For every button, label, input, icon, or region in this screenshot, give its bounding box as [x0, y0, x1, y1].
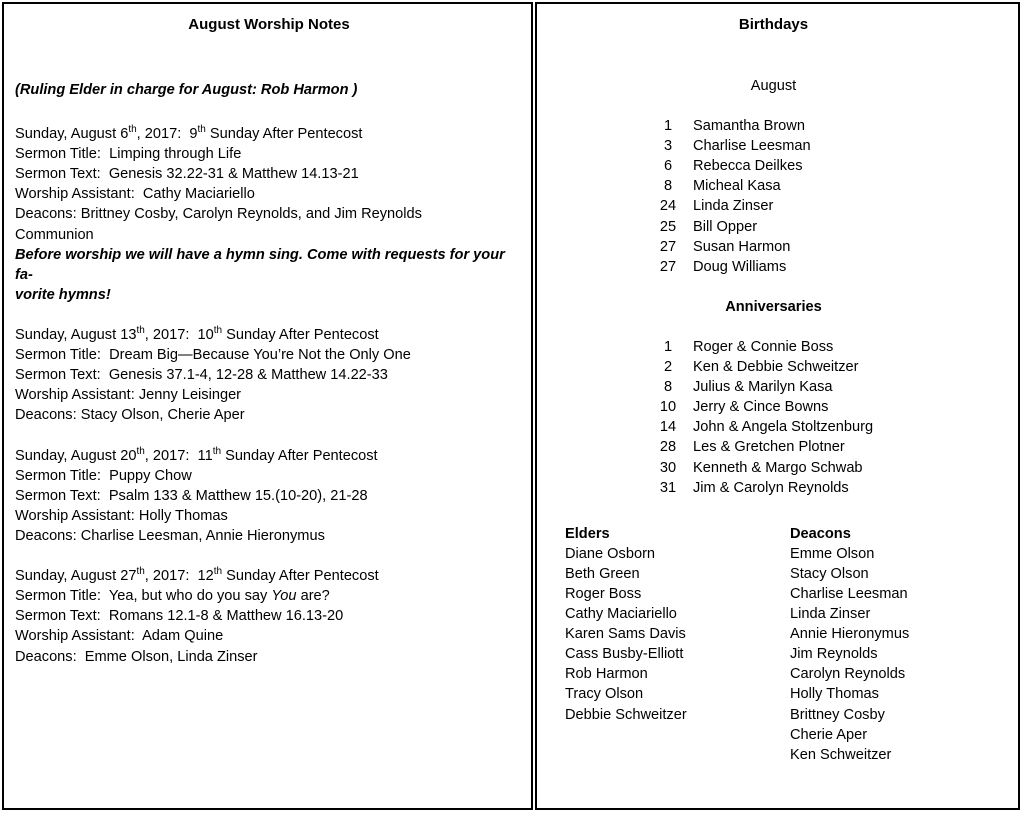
deacon-name: Annie Hieronymus: [790, 626, 910, 643]
deacon-name: Brittney Cosby: [790, 706, 885, 723]
day-number: 25: [659, 218, 677, 235]
anniversary-row: [655, 437, 1010, 457]
day-number: 1: [663, 338, 673, 355]
day-number: 6: [663, 158, 673, 175]
service-line: Deacons: Charlise Leesman, Annie Hieronymus: [15, 527, 325, 544]
person-name: Bill Opper: [693, 218, 758, 235]
worship-notes-panel: [2, 2, 533, 810]
elder-name: Cass Busby-Elliott: [565, 646, 684, 663]
service-block: [15, 566, 523, 666]
service-line: Worship Assistant: Holly Thomas: [15, 507, 228, 524]
birthday-row: [655, 116, 1010, 136]
person-name: Rebecca Deilkes: [693, 158, 803, 175]
service-line: Sermon Text: Genesis 32.22-31 & Matthew 14.13-21: [15, 166, 359, 183]
deacon-name: Holly Thomas: [790, 686, 879, 703]
person-name: Jerry & Cince Bowns: [693, 399, 829, 416]
birthday-row: [655, 136, 1010, 156]
birthdays-panel: [535, 2, 1020, 810]
day-number: 10: [659, 399, 677, 416]
day-number: 2: [663, 359, 673, 376]
elders-heading: Elders: [565, 525, 610, 542]
service-block: [15, 325, 523, 425]
service-line: Sunday, August 13th, 2017: 10th Sunday After Pentecost: [15, 325, 379, 344]
person-name: Samantha Brown: [693, 118, 805, 135]
day-number: 8: [663, 379, 673, 396]
person-name: Charlise Leesman: [693, 138, 811, 155]
service-block: [15, 124, 523, 305]
worship-notes-content: [4, 4, 531, 667]
day-number: 28: [659, 439, 677, 456]
deacon-name: Emme Olson: [790, 545, 875, 562]
ruling-elder-note: (Ruling Elder in charge for August: Rob Harmon ): [15, 82, 358, 98]
elder-name: Cathy Maciariello: [565, 606, 677, 623]
service-line: Deacons: Brittney Cosby, Carolyn Reynolds, and Jim Reynolds: [15, 206, 422, 223]
day-number: 8: [663, 178, 673, 195]
anniversary-row: [655, 357, 1010, 377]
elder-name: Diane Osborn: [565, 545, 656, 562]
deacon-name: Ken Schweitzer: [790, 746, 892, 763]
day-number: 27: [659, 238, 677, 255]
anniversary-row: [655, 397, 1010, 417]
elder-name: Rob Harmon: [565, 666, 648, 683]
day-number: 1: [663, 118, 673, 135]
anniversary-row: [655, 417, 1010, 437]
person-name: Linda Zinser: [693, 198, 774, 215]
service-line: Communion: [15, 226, 94, 243]
service-line: Sermon Text: Genesis 37.1-4, 12-28 & Matthew 14.22-33: [15, 367, 388, 384]
service-line: Deacons: Stacy Olson, Cherie Aper: [15, 407, 245, 424]
service-line: Sermon Title: Yea, but who do you say You are?: [15, 588, 330, 605]
service-line: Deacons: Emme Olson, Linda Zinser: [15, 648, 258, 665]
birthdays-month-heading: August: [750, 78, 797, 94]
day-number: 3: [663, 138, 673, 155]
anniversary-row: [655, 337, 1010, 357]
birthday-row: [655, 217, 1010, 237]
deacon-name: Carolyn Reynolds: [790, 666, 906, 683]
anniversary-row: [655, 377, 1010, 397]
person-name: Roger & Connie Boss: [693, 338, 834, 355]
service-line: Sermon Title: Limping through Life: [15, 146, 242, 163]
service-line: Worship Assistant: Jenny Leisinger: [15, 387, 242, 404]
services-list: [15, 124, 523, 667]
officers-section: [537, 524, 1010, 765]
service-line: Sermon Title: Puppy Chow: [15, 467, 192, 484]
service-block: [15, 446, 523, 546]
worship-notes-title: August Worship Notes: [188, 16, 350, 33]
elders-list: [565, 544, 790, 725]
service-line: Sunday, August 27th, 2017: 12th Sunday After Pentecost: [15, 566, 379, 585]
service-line: Worship Assistant: Adam Quine: [15, 628, 224, 645]
person-name: Les & Gretchen Plotner: [693, 439, 845, 456]
anniversary-list: [537, 337, 1010, 498]
day-number: 27: [659, 258, 677, 275]
elders-column: [565, 524, 790, 765]
birthdays-title: Birthdays: [738, 16, 809, 33]
service-line: Sermon Text: Psalm 133 & Matthew 15.(10-20), 21-28: [15, 487, 368, 504]
person-name: Kenneth & Margo Schwab: [693, 459, 863, 476]
service-note-line: vorite hymns!: [15, 286, 111, 303]
anniversaries-heading: Anniversaries: [725, 298, 822, 315]
person-name: John & Angela Stoltzenburg: [693, 419, 874, 436]
birthday-row: [655, 176, 1010, 196]
deacon-name: Linda Zinser: [790, 606, 871, 623]
birthday-list: [537, 116, 1010, 277]
deacon-name: Cherie Aper: [790, 726, 868, 743]
day-number: 30: [659, 459, 677, 476]
person-name: Micheal Kasa: [693, 178, 781, 195]
service-note-line: Before worship we will have a hymn sing. Come with requests for your fa-: [15, 246, 509, 283]
day-number: 14: [659, 419, 677, 436]
deacons-list: [790, 544, 1010, 765]
elder-name: Roger Boss: [565, 585, 642, 602]
person-name: Susan Harmon: [693, 238, 791, 255]
deacon-name: Stacy Olson: [790, 565, 869, 582]
service-line: Worship Assistant: Cathy Maciariello: [15, 186, 255, 203]
birthdays-content: [537, 4, 1018, 765]
service-line: Sunday, August 6th, 2017: 9th Sunday After Pentecost: [15, 124, 363, 143]
deacons-column: [790, 524, 1010, 765]
elder-name: Karen Sams Davis: [565, 626, 686, 643]
day-number: 31: [659, 479, 677, 496]
service-line: Sermon Title: Dream Big—Because You’re Not the Only One: [15, 347, 411, 364]
elder-name: Tracy Olson: [565, 686, 644, 703]
birthday-row: [655, 156, 1010, 176]
day-number: 24: [659, 198, 677, 215]
elder-name: Debbie Schweitzer: [565, 706, 687, 723]
service-line: Sunday, August 20th, 2017: 11th Sunday After Pentecost: [15, 445, 378, 464]
service-line: Sermon Text: Romans 12.1-8 & Matthew 16.13-20: [15, 608, 344, 625]
deacons-heading: Deacons: [790, 525, 851, 542]
birthday-row: [655, 237, 1010, 257]
birthday-row: [655, 196, 1010, 216]
person-name: Doug Williams: [693, 258, 787, 275]
birthday-row: [655, 257, 1010, 277]
anniversary-row: [655, 478, 1010, 498]
anniversary-row: [655, 458, 1010, 478]
person-name: Ken & Debbie Schweitzer: [693, 359, 859, 376]
elder-name: Beth Green: [565, 565, 640, 582]
person-name: Jim & Carolyn Reynolds: [693, 479, 849, 496]
person-name: Julius & Marilyn Kasa: [693, 379, 833, 396]
deacon-name: Charlise Leesman: [790, 585, 908, 602]
deacon-name: Jim Reynolds: [790, 646, 878, 663]
